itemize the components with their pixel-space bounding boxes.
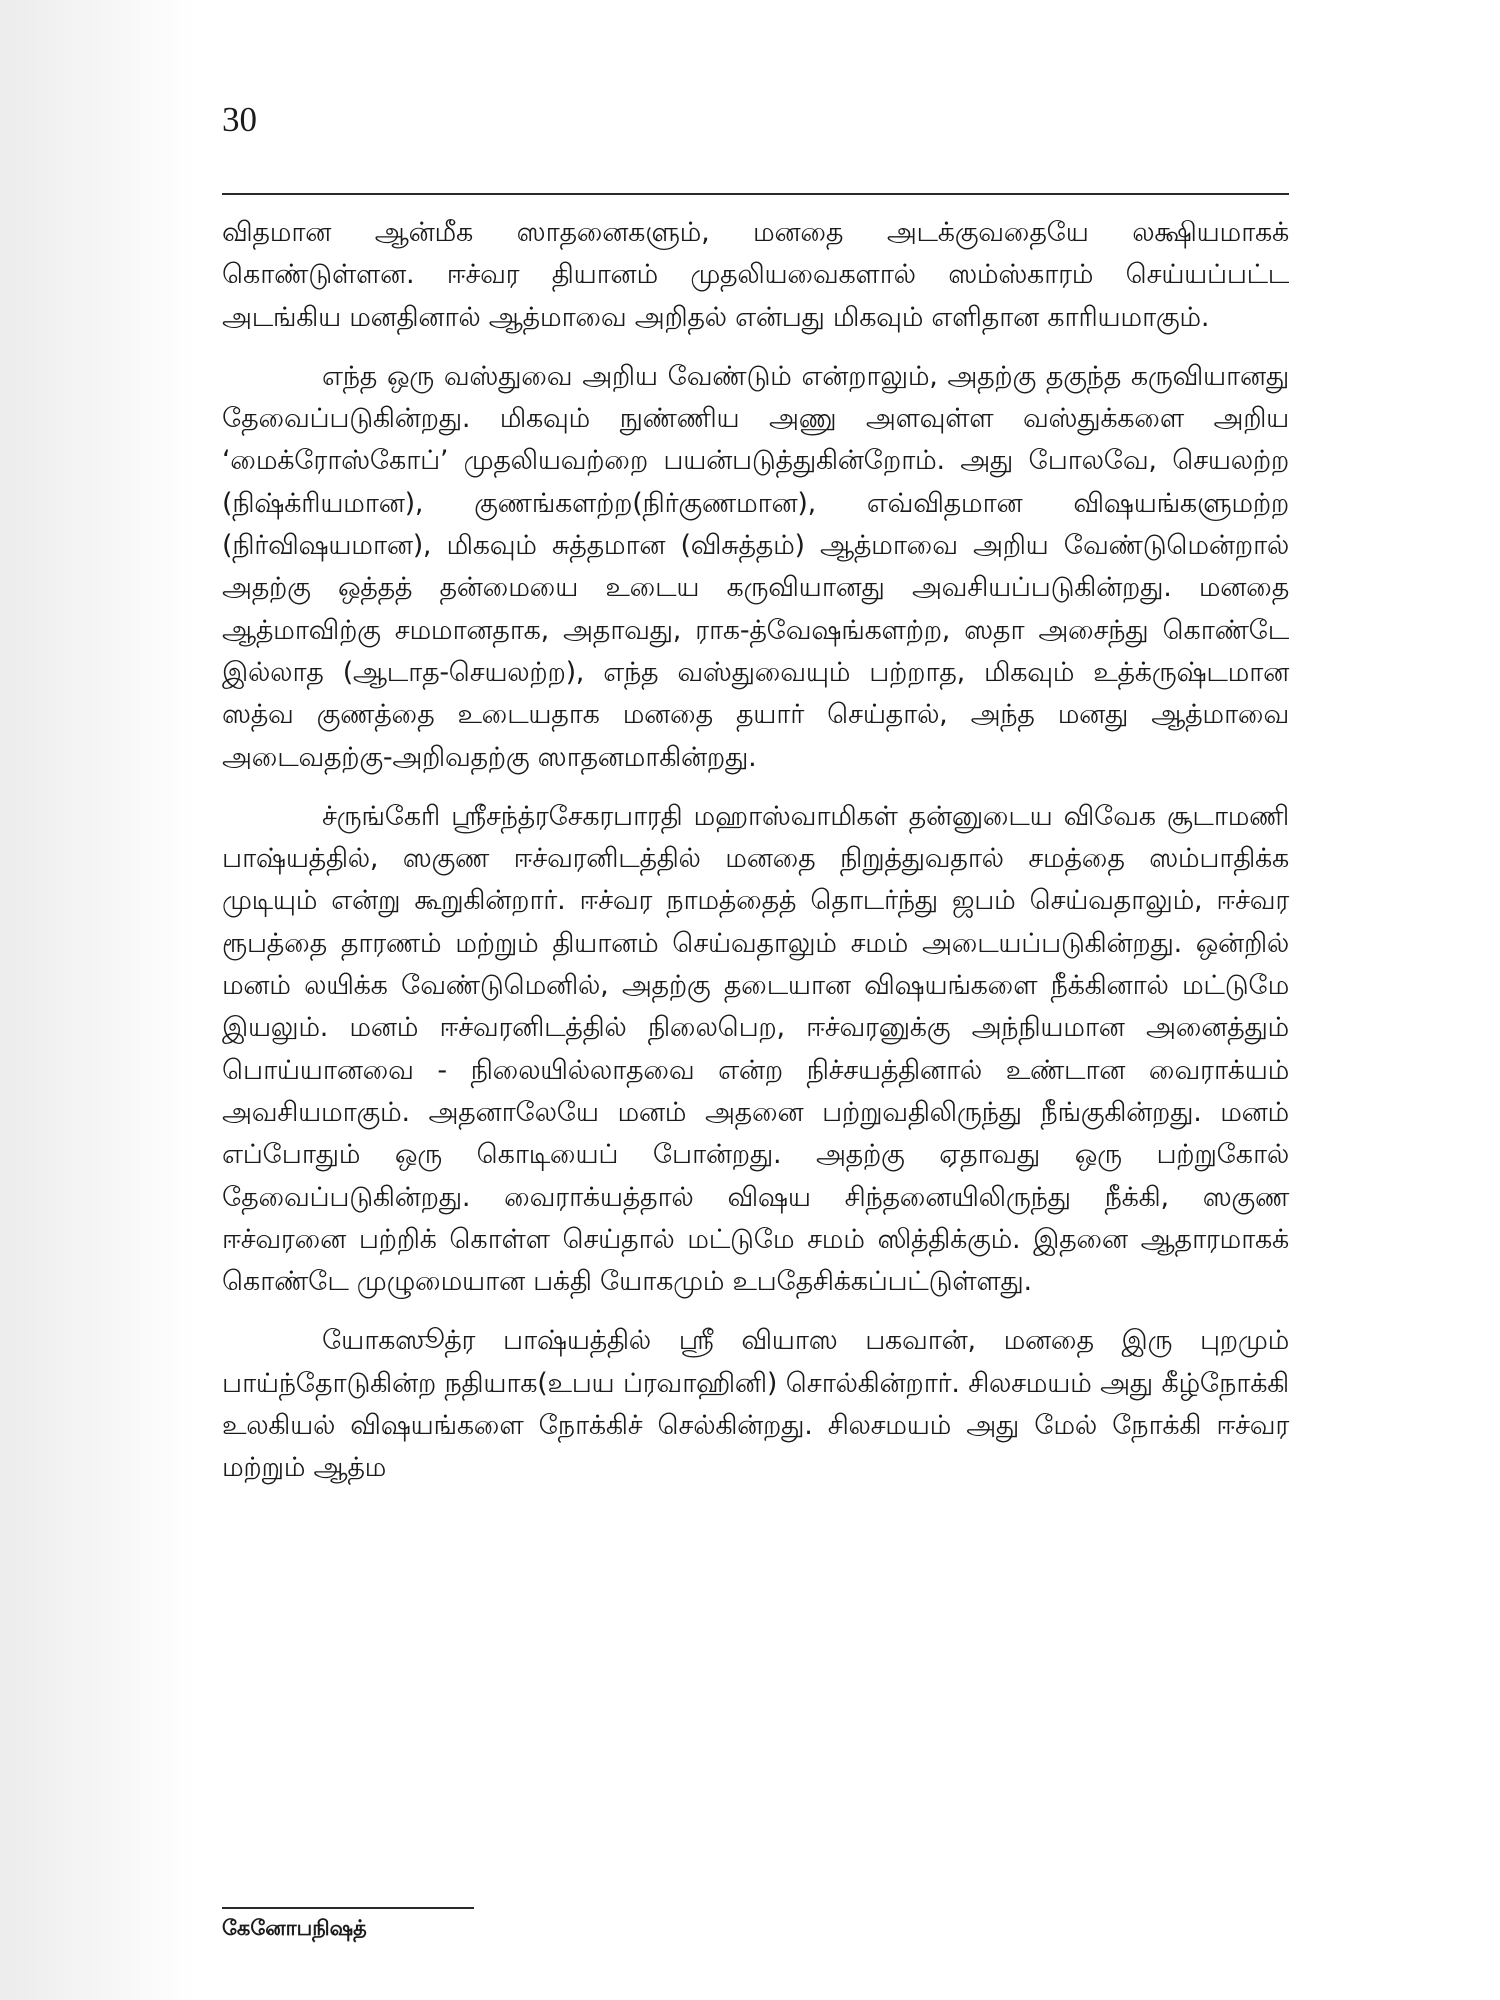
footer-rule: [222, 1907, 474, 1909]
body-text: [222, 212, 1289, 1507]
paragraph-3: ச்ருங்கேரி ஸ்ரீசந்த்ரசேகரபாரதி மஹாஸ்வாமிகள் தன்னுடைய விவேக சூடாமணி பாஷ்யத்தில், ஸகுண ஈச்வரனிடத்தில் மனதை நிறுத்துவதால் சமத்தை ஸம்பாதிக்க முடியும் என்று கூறுகின்றார். ஈச்வர நாமத்தைத் தொடர்ந்து ஜபம் செய்வதாலும், ஈச்வர ரூபத்தை தாரணம் மற்றும் தியானம் செய்வதாலும் சமம் அடையப்படுகின்றது. ஒன்றில் மனம் லயிக்க வேண்டுமெனில், அதற்கு தடையான விஷயங்களை நீக்கினால் மட்டுமே இயலும். மனம் ஈச்வரனிடத்தில் நிலைபெற, ஈச்வரனுக்கு அந்நியமான அனைத்தும் பொய்யானவை - நிலையில்லாதவை என்ற நிச்சயத்தினால் உண்டான வைராக்யம் அவசியமாகும். அதனாலேயே மனம் அதனை பற்றுவதிலிருந்து நீங்குகின்றது. மனம் எப்போதும் ஒரு கொடியைப் போன்றது. அதற்கு ஏதாவது ஒரு பற்றுகோல் தேவைப்படுகின்றது. வைராக்யத்தால் விஷய சிந்தனையிலிருந்து நீக்கி, ஸகுண ஈச்வரனை பற்றிக் கொள்ள செய்தால் மட்டுமே சமம் ஸித்திக்கும். இதனை ஆதாரமாகக் கொண்டே முழுமையான பக்தி யோகமும் உபதேசிக்கப்பட்டுள்ளது.: [222, 800, 1289, 1298]
header-rule: [222, 193, 1289, 195]
scan-edge-shading: [0, 0, 195, 2000]
paragraph-4: யோகஸூத்ர பாஷ்யத்தில் ஸ்ரீ வியாஸ பகவான், மனதை இரு புறமும் பாய்ந்தோடுகின்ற நதியாக(உபய ப்ரவாஹினி) சொல்கின்றார். சிலசமயம் அது கீழ்நோக்கி உலகியல் விஷயங்களை நோக்கிச் செல்கின்றது. சிலசமயம் அது மேல் நோக்கி ஈச்வர மற்றும் ஆத்ம: [222, 1325, 1289, 1484]
paragraph-1: விதமான ஆன்மீக ஸாதனைகளும், மனதை அடக்குவதையே லக்ஷியமாகக் கொண்டுள்ளன. ஈச்வர தியானம் முதலியவைகளால் ஸம்ஸ்காரம் செய்யப்பட்ட அடங்கிய மனதினால் ஆத்மாவை அறிதல் என்பது மிகவும் எளிதான காரியமாகும்.: [222, 217, 1289, 333]
footer-book-title: கேனோபநிஷத்: [222, 1916, 367, 1940]
paragraph-2: எந்த ஒரு வஸ்துவை அறிய வேண்டும் என்றாலும், அதற்கு தகுந்த கருவியானது தேவைப்படுகின்றது. மிகவும் நுண்ணிய அணு அளவுள்ள வஸ்துக்களை அறிய ‘மைக்ரோஸ்கோப்’ முதலியவற்றை பயன்படுத்துகின்றோம். அது போலவே, செயலற்ற (நிஷ்க்ரியமான), குணங்களற்ற(நிர்குணமான), எவ்விதமான விஷயங்களுமற்ற (நிர்விஷயமான), மிகவும் சுத்தமான (விசுத்தம்) ஆத்மாவை அறிய வேண்டுமென்றால் அதற்கு ஒத்தத் தன்மையை உடைய கருவியானது அவசியப்படுகின்றது. மனதை ஆத்மாவிற்கு சமமானதாக, அதாவது, ராக-த்வேஷங்களற்ற, ஸதா அசைந்து கொண்டே இல்லாத (ஆடாத-செயலற்ற), எந்த வஸ்துவையும் பற்றாத, மிகவும் உத்க்ருஷ்டமான ஸத்வ குணத்தை உடையதாக மனதை தயார் செய்தால், அந்த மனது ஆத்மாவை அடைவதற்கு-அறிவதற்கு ஸாதனமாகின்றது.: [222, 360, 1289, 773]
page-number: 30: [222, 100, 257, 139]
